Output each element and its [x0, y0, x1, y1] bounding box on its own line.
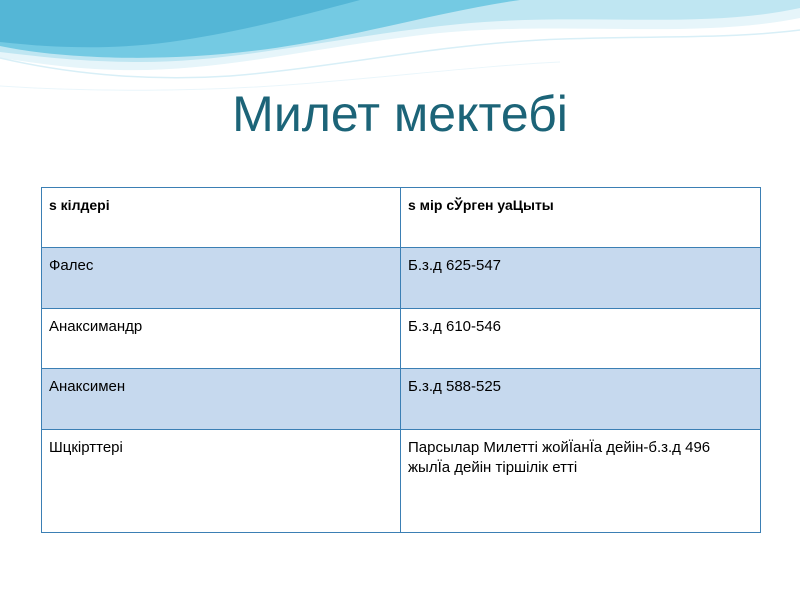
- table-row: [42, 248, 761, 309]
- table-row: [42, 309, 761, 369]
- schools-table: [41, 187, 761, 533]
- cell-period: Б.з.д 610-546: [401, 309, 761, 369]
- cell-name: Фалес: [42, 248, 401, 309]
- cell-period: Парсылар Милетті жойЇанЇа дейін-б.з.д 496 жылЇа дейін тіршілік етті: [401, 430, 761, 533]
- cell-name: Шцкірттері: [42, 430, 401, 533]
- slide-title: Милет мектебі: [232, 86, 568, 142]
- table-row: [42, 369, 761, 430]
- table-header-row: [42, 188, 761, 248]
- header-cell-lifetime: s мір сЎрген уаЦыты: [401, 188, 761, 248]
- cell-period: Б.з.д 588-525: [401, 369, 761, 430]
- cell-name: Анаксимандр: [42, 309, 401, 369]
- cell-period: Б.з.д 625-547: [401, 248, 761, 309]
- header-cell-representatives: s кілдері: [42, 188, 401, 248]
- cell-name: Анаксимен: [42, 369, 401, 430]
- table-row: [42, 430, 761, 533]
